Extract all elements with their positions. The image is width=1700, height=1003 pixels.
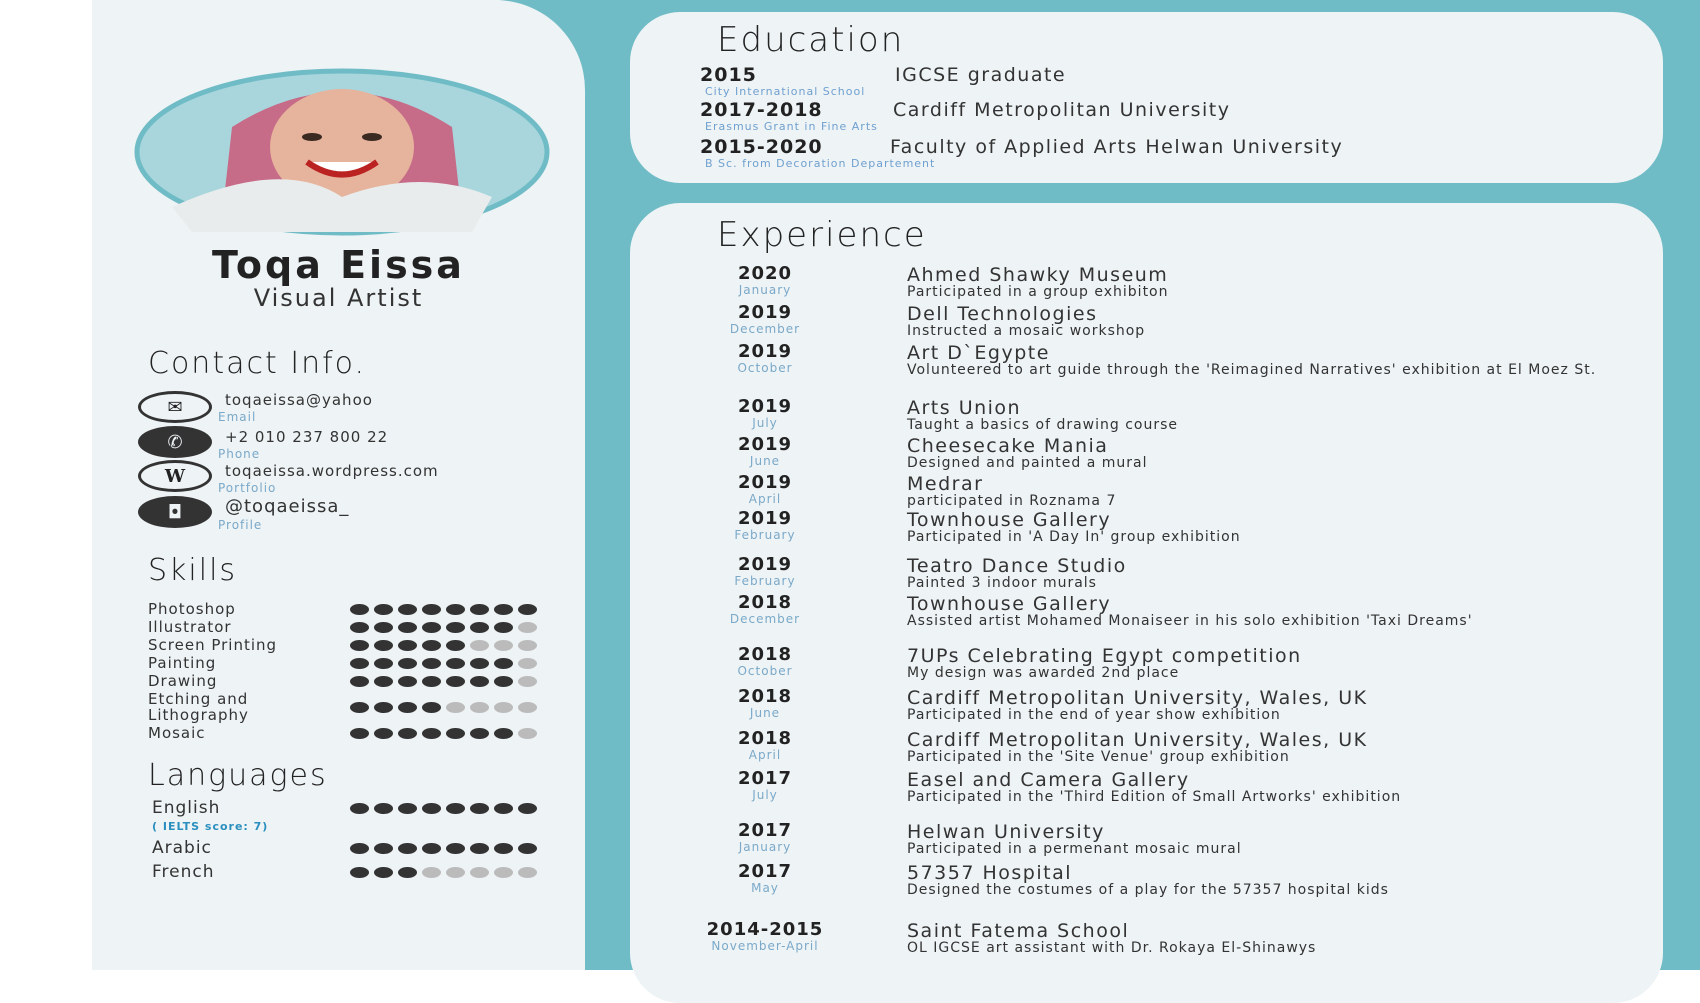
experience-year: 2019 xyxy=(737,554,793,575)
skill-rating xyxy=(350,658,537,669)
rating-dot-empty xyxy=(470,640,489,651)
experience-year: 2014-2015 xyxy=(706,919,824,940)
experience-description: Designed and painted a mural xyxy=(907,455,1148,471)
phone-icon: ✆ xyxy=(138,426,212,458)
rating-dot-filled xyxy=(446,622,465,633)
language-label: Arabic xyxy=(152,838,212,858)
rating-dot-filled xyxy=(494,803,513,814)
rating-dot-filled xyxy=(518,843,537,854)
experience-year: 2019 xyxy=(737,341,793,362)
experience-year: 2019 xyxy=(737,472,793,493)
rating-dot-empty xyxy=(518,658,537,669)
wordpress-icon: W xyxy=(138,460,212,492)
experience-year: 2018 xyxy=(737,592,793,613)
rating-dot-filled xyxy=(422,640,441,651)
contact-instagram[interactable]: @toqaeissa_ xyxy=(225,496,350,517)
experience-month: January xyxy=(738,840,792,854)
experience-title: 7UPs Celebrating Egypt competition xyxy=(907,645,1302,667)
person-title: Visual Artist xyxy=(253,284,424,312)
rating-dot-filled xyxy=(398,640,417,651)
language-rating xyxy=(350,803,537,814)
experience-month: October xyxy=(737,361,793,375)
experience-title: Arts Union xyxy=(907,397,1022,419)
experience-month: July xyxy=(752,788,778,802)
rating-dot-filled xyxy=(470,843,489,854)
experience-title: Dell Technologies xyxy=(907,303,1098,325)
rating-dot-filled xyxy=(350,640,369,651)
rating-dot-empty xyxy=(518,702,537,713)
skill-label: Photoshop xyxy=(148,600,236,618)
rating-dot-filled xyxy=(350,622,369,633)
contact-portfolio[interactable]: toqaeissa.wordpress.com xyxy=(225,462,439,480)
experience-month: July xyxy=(752,416,778,430)
contact-label: Portfolio xyxy=(218,481,277,495)
experience-title: Townhouse Gallery xyxy=(907,509,1112,531)
experience-month: November-April xyxy=(711,939,819,953)
rating-dot-filled xyxy=(398,622,417,633)
languages-heading: Languages xyxy=(148,758,328,793)
experience-month: June xyxy=(749,706,781,720)
education-subtitle: Erasmus Grant in Fine Arts xyxy=(705,120,878,133)
experience-title: Medrar xyxy=(907,473,984,495)
experience-month: May xyxy=(751,881,779,895)
skill-label: Painting xyxy=(148,654,217,672)
experience-description: Participated in the 'Third Edition of Small Artworks' exhibition xyxy=(907,789,1402,805)
experience-description: Assisted artist Mohamed Monaiseer in his solo exhibition 'Taxi Dreams' xyxy=(907,613,1473,629)
experience-year: 2017 xyxy=(737,768,793,789)
experience-title: Ahmed Shawky Museum xyxy=(907,264,1169,286)
experience-description: Participated in 'A Day In' group exhibition xyxy=(907,529,1241,545)
rating-dot-filled xyxy=(374,640,393,651)
experience-description: Participated in a permenant mosaic mural xyxy=(907,841,1242,857)
experience-title: Teatro Dance Studio xyxy=(907,555,1127,577)
rating-dot-empty xyxy=(518,676,537,687)
language-rating xyxy=(350,867,537,878)
rating-dot-filled xyxy=(422,658,441,669)
rating-dot-empty xyxy=(446,867,465,878)
rating-dot-filled xyxy=(374,867,393,878)
skill-rating xyxy=(350,604,537,615)
contact-label: Email xyxy=(218,410,257,424)
rating-dot-filled xyxy=(374,604,393,615)
rating-dot-filled xyxy=(518,803,537,814)
rating-dot-filled xyxy=(446,604,465,615)
rating-dot-filled xyxy=(470,803,489,814)
rating-dot-filled xyxy=(422,604,441,615)
experience-year: 2018 xyxy=(737,728,793,749)
contact-email[interactable]: toqaeissa@yahoo xyxy=(225,391,373,409)
experience-description: Participated in the 'Site Venue' group exhibition xyxy=(907,749,1290,765)
experience-month: June xyxy=(749,454,781,468)
rating-dot-filled xyxy=(446,676,465,687)
rating-dot-filled xyxy=(446,658,465,669)
rating-dot-filled xyxy=(470,676,489,687)
rating-dot-filled xyxy=(350,604,369,615)
rating-dot-filled xyxy=(494,622,513,633)
rating-dot-filled xyxy=(494,658,513,669)
experience-month: December xyxy=(729,612,801,626)
skill-label: Drawing xyxy=(148,672,218,690)
rating-dot-filled xyxy=(374,843,393,854)
ielts-note: ( IELTS score: 7) xyxy=(152,820,269,833)
experience-year: 2017 xyxy=(737,861,793,882)
experience-heading: Experience xyxy=(717,215,927,255)
rating-dot-filled xyxy=(398,676,417,687)
rating-dot-filled xyxy=(446,728,465,739)
rating-dot-filled xyxy=(350,658,369,669)
rating-dot-filled xyxy=(374,728,393,739)
rating-dot-filled xyxy=(350,702,369,713)
rating-dot-filled xyxy=(470,728,489,739)
education-title: IGCSE graduate xyxy=(895,64,1067,86)
rating-dot-filled xyxy=(494,843,513,854)
rating-dot-empty xyxy=(494,702,513,713)
language-rating xyxy=(350,843,537,854)
skill-rating xyxy=(350,676,537,687)
skill-rating xyxy=(350,640,537,651)
skill-label: Etching and Lithography xyxy=(148,690,249,724)
skill-rating xyxy=(350,728,537,739)
rating-dot-filled xyxy=(398,702,417,713)
experience-description: Painted 3 indoor murals xyxy=(907,575,1097,591)
rating-dot-filled xyxy=(398,728,417,739)
rating-dot-filled xyxy=(398,658,417,669)
rating-dot-filled xyxy=(350,676,369,687)
rating-dot-filled xyxy=(398,604,417,615)
rating-dot-empty xyxy=(518,622,537,633)
rating-dot-filled xyxy=(350,867,369,878)
rating-dot-filled xyxy=(422,728,441,739)
rating-dot-filled xyxy=(470,622,489,633)
skill-rating xyxy=(350,702,537,713)
experience-description: My design was awarded 2nd place xyxy=(907,665,1180,681)
rating-dot-filled xyxy=(422,803,441,814)
experience-year: 2020 xyxy=(737,263,793,284)
experience-description: Volunteered to art guide through the 'Reimagined Narratives' exhibition at El Moez St. xyxy=(907,362,1597,378)
experience-title: Cheesecake Mania xyxy=(907,435,1109,457)
experience-month: April xyxy=(748,748,782,762)
experience-title: Easel and Camera Gallery xyxy=(907,769,1190,791)
education-title: Cardiff Metropolitan University xyxy=(893,99,1231,121)
experience-description: Instructed a mosaic workshop xyxy=(907,323,1146,339)
rating-dot-empty xyxy=(518,867,537,878)
language-label: French xyxy=(152,862,215,882)
rating-dot-filled xyxy=(350,728,369,739)
experience-month: April xyxy=(748,492,782,506)
experience-year: 2019 xyxy=(737,508,793,529)
experience-month: February xyxy=(734,574,796,588)
experience-title: Helwan University xyxy=(907,821,1105,843)
rating-dot-filled xyxy=(350,803,369,814)
rating-dot-empty xyxy=(494,867,513,878)
experience-month: October xyxy=(737,664,793,678)
rating-dot-filled xyxy=(446,803,465,814)
education-subtitle: B Sc. from Decoration Departement xyxy=(705,157,936,170)
education-year: 2017-2018 xyxy=(700,99,823,121)
experience-title: Cardiff Metropolitan University, Wales, UK xyxy=(907,729,1368,751)
experience-title: 57357 Hospital xyxy=(907,862,1073,884)
contact-label: Profile xyxy=(218,518,263,532)
rating-dot-filled xyxy=(518,604,537,615)
rating-dot-filled xyxy=(422,843,441,854)
rating-dot-empty xyxy=(470,867,489,878)
experience-title: Art D`Egypte xyxy=(907,342,1050,364)
education-year: 2015 xyxy=(700,64,757,86)
rating-dot-filled xyxy=(494,604,513,615)
experience-description: Taught a basics of drawing course xyxy=(907,417,1179,433)
language-label: English xyxy=(152,798,221,818)
education-heading: Education xyxy=(717,20,905,60)
rating-dot-empty xyxy=(494,640,513,651)
experience-description: Participated in a group exhibiton xyxy=(907,284,1169,300)
education-year: 2015-2020 xyxy=(700,136,823,158)
experience-description: participated in Roznama 7 xyxy=(907,493,1117,509)
rating-dot-filled xyxy=(422,622,441,633)
rating-dot-empty xyxy=(518,640,537,651)
experience-title: Saint Fatema School xyxy=(907,920,1130,942)
experience-year: 2019 xyxy=(737,434,793,455)
experience-year: 2018 xyxy=(737,644,793,665)
rating-dot-filled xyxy=(470,604,489,615)
contact-phone: +2 010 237 800 22 xyxy=(225,428,389,446)
skill-rating xyxy=(350,622,537,633)
rating-dot-filled xyxy=(470,658,489,669)
rating-dot-filled xyxy=(446,640,465,651)
experience-year: 2017 xyxy=(737,820,793,841)
rating-dot-filled xyxy=(374,622,393,633)
rating-dot-filled xyxy=(494,728,513,739)
rating-dot-empty xyxy=(446,702,465,713)
rating-dot-filled xyxy=(374,676,393,687)
rating-dot-filled xyxy=(398,803,417,814)
skill-label: Screen Printing xyxy=(148,636,278,654)
rating-dot-filled xyxy=(374,803,393,814)
skill-label: Illustrator xyxy=(148,618,232,636)
experience-year: 2019 xyxy=(737,302,793,323)
rating-dot-filled xyxy=(374,702,393,713)
rating-dot-filled xyxy=(398,843,417,854)
instagram-icon: ◘ xyxy=(138,496,212,528)
rating-dot-empty xyxy=(518,728,537,739)
email-icon: ✉ xyxy=(138,391,212,423)
experience-year: 2018 xyxy=(737,686,793,707)
experience-month: January xyxy=(738,283,792,297)
experience-title: Townhouse Gallery xyxy=(907,593,1112,615)
education-subtitle: City International School xyxy=(705,85,866,98)
experience-month: December xyxy=(729,322,801,336)
profile-photo xyxy=(132,67,552,237)
skill-label: Mosaic xyxy=(148,724,206,742)
experience-month: February xyxy=(734,528,796,542)
rating-dot-filled xyxy=(350,843,369,854)
skills-heading: Skills xyxy=(148,553,238,588)
experience-year: 2019 xyxy=(737,396,793,417)
rating-dot-filled xyxy=(398,867,417,878)
experience-description: Designed the costumes of a play for the 57357 hospital kids xyxy=(907,882,1389,898)
rating-dot-filled xyxy=(446,843,465,854)
person-name: Toqa Eissa xyxy=(212,243,465,287)
rating-dot-filled xyxy=(494,676,513,687)
rating-dot-filled xyxy=(374,658,393,669)
rating-dot-filled xyxy=(422,676,441,687)
experience-title: Cardiff Metropolitan University, Wales, UK xyxy=(907,687,1368,709)
contact-heading: Contact Info. xyxy=(148,346,367,381)
contact-label: Phone xyxy=(218,447,261,461)
experience-description: OL IGCSE art assistant with Dr. Rokaya El-Shinawys xyxy=(907,940,1317,956)
rating-dot-filled xyxy=(422,702,441,713)
rating-dot-empty xyxy=(470,702,489,713)
experience-description: Participated in the end of year show exhibition xyxy=(907,707,1281,723)
education-title: Faculty of Applied Arts Helwan University xyxy=(890,136,1344,158)
rating-dot-empty xyxy=(422,867,441,878)
